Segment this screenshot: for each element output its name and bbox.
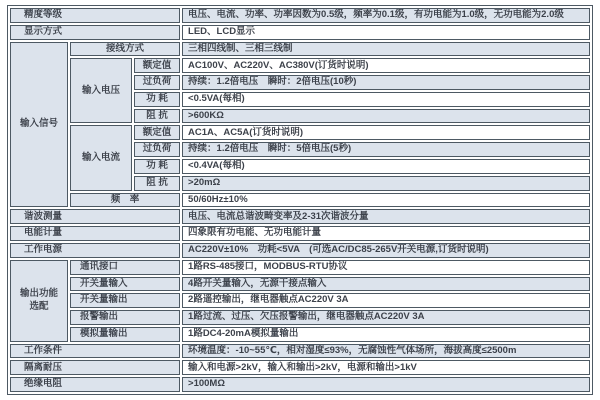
row-label: 显示方式 xyxy=(10,25,180,40)
row-label: 精度等级 xyxy=(10,8,180,23)
row-label: 通讯接口 xyxy=(70,260,180,275)
table-row xyxy=(10,193,590,208)
row-value: 输入和电源>2kV，输入和输出>2kV，电源和输出>1kV xyxy=(182,360,590,375)
row-value: >600KΩ xyxy=(182,109,590,124)
table-row xyxy=(10,209,590,224)
table-row xyxy=(10,8,590,23)
row-value: 50/60Hz±10% xyxy=(182,193,590,208)
table-row xyxy=(10,42,590,57)
row-value: LED、LCD显示 xyxy=(182,25,590,40)
table-row xyxy=(10,377,590,392)
row-label: 频 率 xyxy=(70,193,180,208)
row-label: 模拟量输出 xyxy=(70,327,180,342)
row-label: 功 耗 xyxy=(134,159,180,174)
row-value: 电压、电流、功率、功率因数为0.5级，频率为0.1级，有功电能为1.0级，无功电能为2.0级 xyxy=(182,8,590,23)
row-label: 工作条件 xyxy=(10,344,180,359)
row-label: 过负荷 xyxy=(134,142,180,157)
row-value: AC1A、AC5A(订货时说明) xyxy=(182,125,590,140)
row-label: 过负荷 xyxy=(134,75,180,90)
row-label: 额定值 xyxy=(134,58,180,73)
group-label-input-current: 输入电流 xyxy=(70,125,132,190)
row-value: >100MΩ xyxy=(182,377,590,392)
table-row xyxy=(10,344,590,359)
row-label: 接线方式 xyxy=(70,42,180,57)
row-value: >20mΩ xyxy=(182,176,590,191)
row-label: 开关量输入 xyxy=(70,277,180,292)
row-label: 报警输出 xyxy=(70,310,180,325)
spec-table xyxy=(7,5,593,395)
row-label: 电能计量 xyxy=(10,226,180,241)
row-value: <0.5VA(每相) xyxy=(182,92,590,107)
row-value: 电压、电流总谐波畸变率及2-31次谐波分量 xyxy=(182,209,590,224)
table-row xyxy=(10,310,590,325)
table-row xyxy=(10,25,590,40)
row-label: 功 耗 xyxy=(134,92,180,107)
table-row xyxy=(10,58,590,73)
row-label: 谐波测量 xyxy=(10,209,180,224)
row-value: <0.4VA(每相) xyxy=(182,159,590,174)
table-row xyxy=(10,360,590,375)
table-row xyxy=(10,125,590,140)
row-value: 环境温度：-10~55℃，相对湿度≤93%，无腐蚀性气体场所，海拔高度≤2500m xyxy=(182,344,590,359)
row-value: 持续：1.2倍电压 瞬时：5倍电压(5秒) xyxy=(182,142,590,157)
row-value: 1路RS-485接口，MODBUS-RTU协议 xyxy=(182,260,590,275)
table-row xyxy=(10,243,590,258)
row-value: 4路开关量输入，无源干接点输入 xyxy=(182,277,590,292)
table-row xyxy=(10,277,590,292)
row-value: 1路DC4-20mA模拟量输出 xyxy=(182,327,590,342)
row-label: 隔离耐压 xyxy=(10,360,180,375)
row-value: 1路过流、过压、欠压报警输出，继电器触点AC220V 3A xyxy=(182,310,590,325)
row-value: AC220V±10% 功耗<5VA (可选AC/DC85-265V开关电源,订货时说明) xyxy=(182,243,590,258)
row-label: 阻 抗 xyxy=(134,109,180,124)
row-label: 阻 抗 xyxy=(134,176,180,191)
table-row xyxy=(10,327,590,342)
group-label-input-voltage: 输入电压 xyxy=(70,58,132,123)
row-value: 持续：1.2倍电压 瞬时：2倍电压(10秒) xyxy=(182,75,590,90)
table-row xyxy=(10,293,590,308)
row-label: 额定值 xyxy=(134,125,180,140)
table-row xyxy=(10,226,590,241)
row-label: 工作电源 xyxy=(10,243,180,258)
group-label-input-signal: 输入信号 xyxy=(10,42,68,208)
table-row xyxy=(10,260,590,275)
row-value: 三相四线制、三相三线制 xyxy=(182,42,590,57)
spec-table-container xyxy=(7,5,593,395)
row-label: 开关量输出 xyxy=(70,293,180,308)
row-label: 绝缘电阻 xyxy=(10,377,180,392)
group-label-output-options: 输出功能选配 xyxy=(10,260,68,342)
row-value: 2路遥控输出，继电器触点AC220V 3A xyxy=(182,293,590,308)
row-value: AC100V、AC220V、AC380V(订货时说明) xyxy=(182,58,590,73)
row-value: 四象限有功电能、无功电能计量 xyxy=(182,226,590,241)
